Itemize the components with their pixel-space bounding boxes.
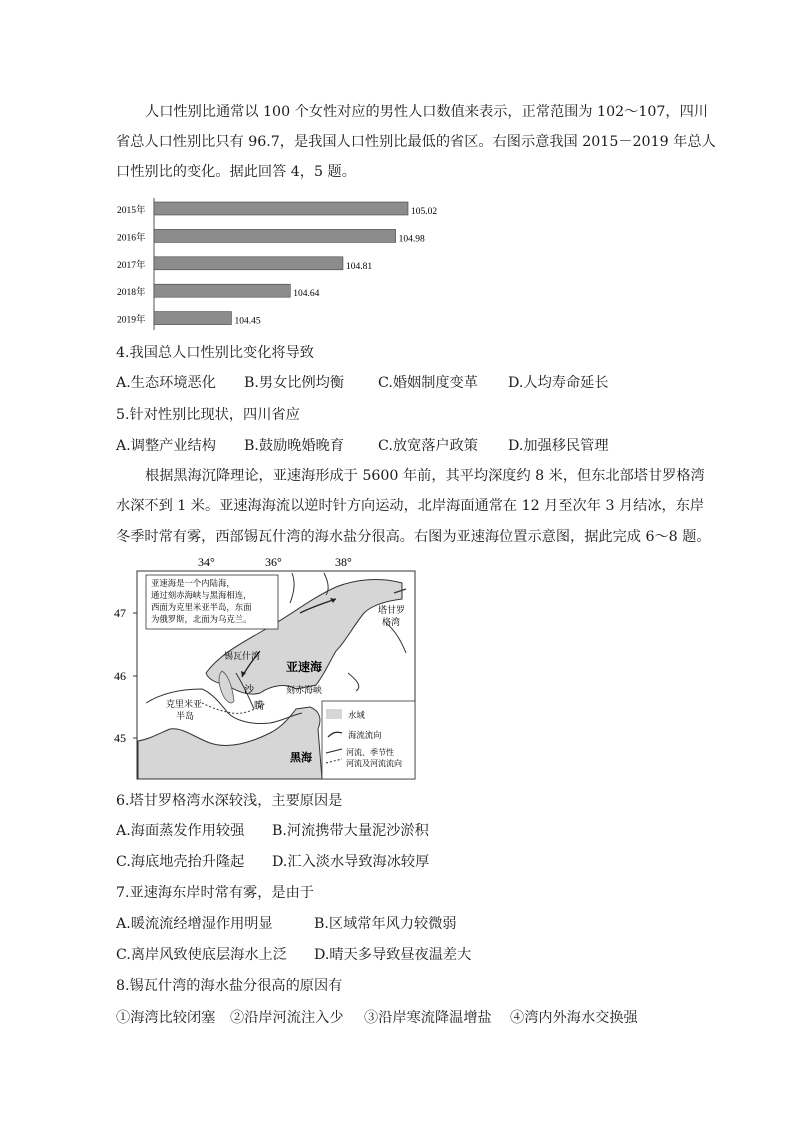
q8-item-1[interactable]: ①海湾比较闭塞: [116, 1010, 216, 1026]
passage2-line-3: 冬季时常有雾，西部锡瓦什湾的海水盐分很高。右图为亚速海位置示意图，据此完成 6～8 题。: [116, 529, 711, 545]
q8-item-4[interactable]: ④湾内外海水交换强: [510, 1010, 638, 1026]
lon-label-34: 34°: [198, 555, 215, 569]
q5-option-b[interactable]: B.鼓励晚婚晚育: [244, 438, 345, 454]
legend-current-label: 海流流向: [348, 731, 382, 740]
q6-option-a[interactable]: A.海面蒸发作用较强: [116, 823, 245, 839]
lat-label-47: 47: [114, 606, 126, 620]
lat-label-46: 46: [114, 669, 126, 683]
label-taganrog-1: 塔甘罗: [378, 605, 406, 615]
q4-option-a[interactable]: A.生态环境恶化: [116, 375, 216, 391]
q8-stem: 8.锡瓦什湾的海水盐分很高的原因有: [116, 978, 343, 994]
lon-label-36: 36°: [265, 555, 282, 569]
q7-option-a[interactable]: A.暖流流经增湿作用明显: [116, 916, 273, 932]
label-sivash: 锡瓦什湾: [224, 651, 261, 661]
label-black-sea: 黑海: [290, 752, 312, 764]
label-kerch-strait: 刻赤海峡: [286, 685, 323, 695]
chart-data-label: 104.64: [293, 289, 320, 300]
q4-stem: 4.我国总人口性别比变化将导致: [116, 345, 314, 361]
map-note-line-1: 亚速海是一个内陆海，: [151, 579, 235, 588]
q6-stem: 6.塔甘罗格湾水深较浅，主要原因是: [116, 793, 343, 809]
legend-water-label: 水域: [348, 711, 365, 720]
passage1-line-1: 人口性别比通常以 100 个女性对应的男性人口数值来表示，正常范围为 102～107，四川: [145, 104, 708, 120]
label-taganrog-2: 格湾: [382, 617, 401, 627]
map-note-line-2: 通过刻赤海峡与黑海相连，: [151, 591, 252, 600]
label-azov-sea: 亚速海: [286, 660, 323, 674]
label-spit-2: 嘴: [254, 701, 264, 712]
chart-bar: [154, 312, 231, 325]
map-note-line-3: 西面为克里米亚半岛，东面: [151, 603, 252, 612]
label-crimea-1: 克里米亚: [166, 699, 203, 709]
chart-bar: [154, 229, 396, 242]
passage2-line-1: 根据黑海沉降理论，亚速海形成于 5600 年前，其平均深度约 8 米，但东北部塔甘罗格湾: [145, 468, 705, 484]
azov-sea-map: [110, 553, 420, 783]
lat-label-45: 45: [114, 731, 126, 745]
q5-option-d[interactable]: D.加强移民管理: [508, 438, 609, 454]
legend-water-swatch: [326, 709, 342, 719]
chart-bar: [154, 284, 290, 297]
q7-option-d[interactable]: D.晴天多导致昼夜温差大: [314, 947, 472, 963]
q6-option-c[interactable]: C.海底地壳抬升隆起: [116, 854, 245, 870]
passage1-line-2: 省总人口性别比只有 96.7，是我国人口性别比最低的省区。右图示意我国 2015－2019 年总人: [116, 134, 716, 150]
chart-category-label: 2017年: [117, 260, 146, 271]
chart-data-label: 104.81: [345, 261, 373, 272]
q4-option-c[interactable]: C.婚姻制度变革: [378, 375, 478, 391]
q4-option-b[interactable]: B.男女比例均衡: [244, 375, 345, 391]
chart-bar: [154, 257, 343, 270]
map-note-line-4: 为俄罗斯，北面为乌克兰。: [151, 615, 252, 624]
chart-data-label: 104.98: [398, 234, 425, 245]
chart-category-label: 2019年: [117, 315, 146, 326]
q7-option-c[interactable]: C.离岸风致使底层海水上泛: [116, 947, 287, 963]
lon-label-38: 38°: [335, 555, 352, 569]
chart-data-label: 105.02: [411, 207, 438, 217]
passage2-line-2: 水深不到 1 米。亚速海海流以逆时针方向运动，北岸海面通常在 12 月至次年 3 月结冰，东岸: [116, 498, 705, 514]
q7-option-b[interactable]: B.区域常年风力较微弱: [314, 916, 457, 932]
q5-option-a[interactable]: A.调整产业结构: [116, 438, 216, 454]
chart-category-label: 2015年: [117, 206, 146, 216]
q8-item-3[interactable]: ③沿岸寒流降温增盐: [364, 1010, 492, 1026]
q6-option-d[interactable]: D.汇入淡水导致海冰较厚: [272, 854, 430, 870]
q8-item-2[interactable]: ②沿岸河流注入少: [230, 1010, 344, 1026]
chart-data-label: 104.45: [234, 316, 261, 327]
chart-bar: [154, 202, 408, 215]
chart-category-label: 2018年: [117, 288, 146, 299]
q5-stem: 5.针对性别比现状，四川省应: [116, 407, 300, 423]
q6-option-b[interactable]: B.河流携带大量泥沙淤积: [272, 823, 429, 839]
sex-ratio-bar-chart: [114, 196, 444, 334]
passage1-line-3: 口性别比的变化。据此回答 4，5 题。: [116, 164, 356, 180]
label-crimea-2: 半岛: [176, 711, 195, 721]
chart-category-label: 2016年: [117, 233, 146, 244]
q4-option-d[interactable]: D.人均寿命延长: [508, 375, 609, 391]
legend-river-label-1: 河流、季节性: [346, 748, 394, 757]
q7-stem: 7.亚速海东岸时常有雾，是由于: [116, 885, 314, 901]
legend-river-label-2: 河流及河流流向: [346, 759, 402, 768]
q5-option-c[interactable]: C.放宽落户政策: [378, 438, 478, 454]
label-spit-1: 沙: [244, 685, 254, 696]
